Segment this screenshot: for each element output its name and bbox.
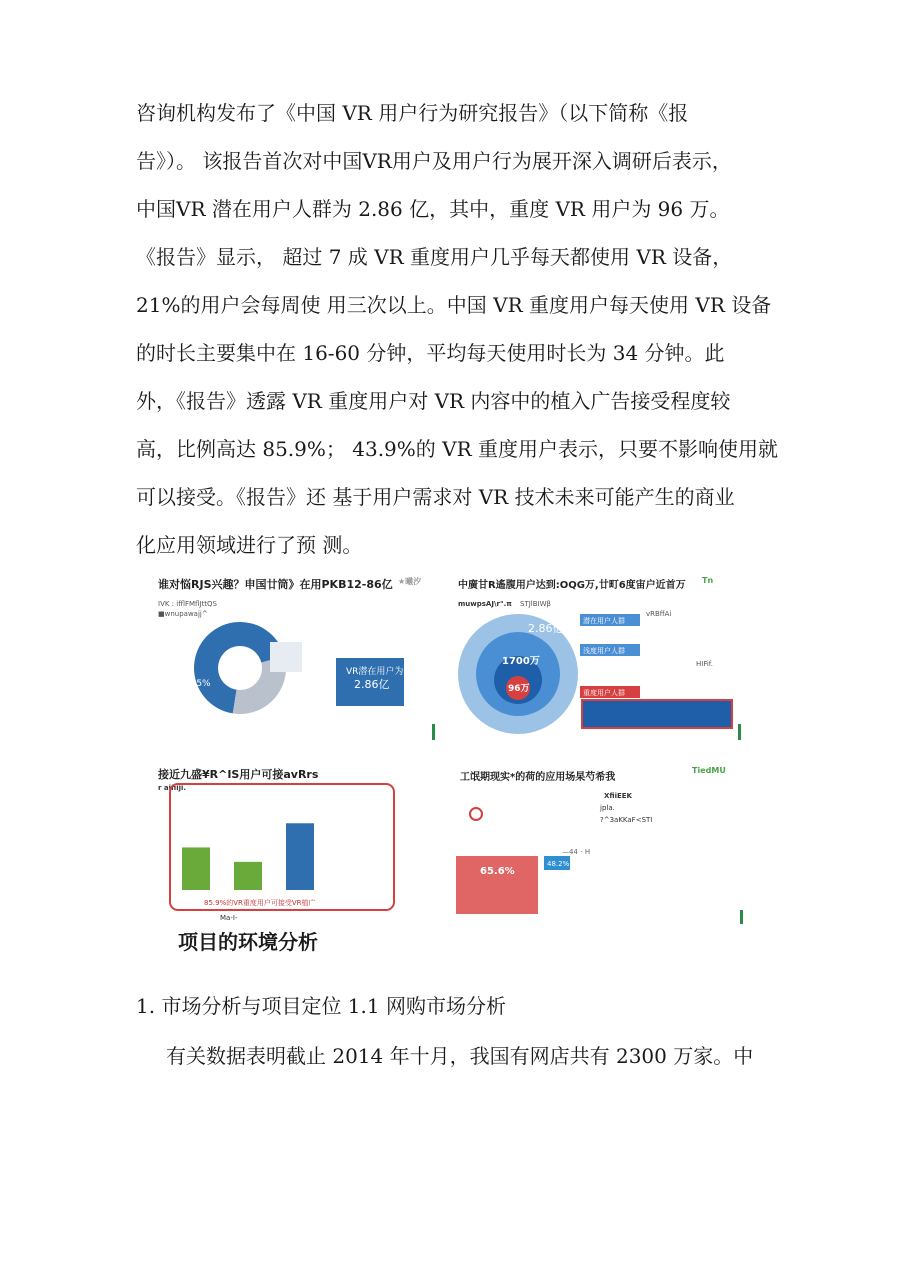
figure-panel-vr-interest [150,570,430,740]
text-line-3: ?^3aKKaF<STI [600,816,653,824]
paragraph-line: 《报告》显示， 超过 7 成 VR 重度用户几乎每天都使用 VR 设备， [136,245,733,269]
side-note-2: HIFif. [696,660,713,668]
text-line-4: —44 - H [562,848,591,856]
donut-label-small: 31.5% [230,659,259,669]
outer-label: 2.86亿 [528,622,564,635]
legend: Ma-I- [220,914,238,922]
panel-badge: ★曦汐 [398,577,422,586]
text-line-1: XfiiEEK [604,792,632,800]
paragraph-line: 21%的用户会每周使 用三次以上。中国 VR 重度用户每天使用 VR 设备 [136,293,772,317]
paragraph-line: 中国VR 潜在用户人群为 2.86 亿，其中，重度 VR 用户为 96 万。 [136,197,730,221]
panel-title: 工氓期现实*的荷的应用场杲芍希我 [460,772,616,783]
highlight-block [456,856,538,914]
panel-badge: Tn [702,576,714,585]
people-icon-group [270,642,302,672]
footnote: 85.9%的VR重度用户可接受VR植广 [204,899,316,907]
panel-subtext-2: STJlBIWβ [520,600,551,608]
figure-panel-application-scenes [452,762,744,926]
body-line: 有关数据表明截止 2014 年十月，我国有网店共有 2300 万家。中 [166,1044,754,1068]
big-percent: 65.6% [480,866,515,877]
paragraph-line: 的时长主要集中在 16-60 分钟，平均每天使用时长为 34 分钟。此 [136,341,725,365]
paragraph-line: 告》）。 该报告首次对中国VR用户及用户行为展开深入调研后表示， [136,149,732,173]
figure-edge-mark [740,910,743,924]
bar [234,862,262,890]
paragraph-line: 高，比例高达 85.9%； 43.9%的 VR 重度用户表示，只要不影响使用就 [136,437,779,461]
paragraph-line: 咨询机构发布了《中国 VR 用户行为研究报告》（以下简称《报 [136,101,689,125]
small-percent: 48.2% [547,860,570,868]
mid-label: 1700万 [502,656,540,667]
panel-title: 接近九盛¥R^IS用户可接avRrs [158,768,319,781]
donut-label-big: 68.5% [182,679,211,689]
panel-subtext: muwpsAJ\r".π [458,600,512,608]
panel-subtext: IVK : ifflFMflJttQS [158,600,217,608]
panel-badge: TiedMU [692,766,726,775]
side-note-1: vRBffAi [646,610,672,618]
figure-panel-user-scale [450,570,748,740]
figure-panel-ad-acceptance [150,760,432,922]
paragraph-line: 外，《报告》透露 VR 重度用户对 VR 内容中的植入广告接受程度较 [136,389,731,413]
highlight-frame [170,784,394,910]
donut-chart [150,570,430,740]
panel-subtext-2: ■wnupawajj^ [158,610,208,618]
figure-edge-mark [432,724,435,740]
box-value: 2.86亿 [354,678,390,691]
bar-chart [150,760,432,922]
paragraph-line: 化应用领域进行了预 测。 [136,533,363,557]
panel-title: 谁对悩RJS兴趣？申国廿筒》在用PKB12-86亿 [158,578,393,591]
figure-edge-mark [738,724,741,740]
bar [182,847,210,890]
concentric-circles-diagram [450,570,748,740]
bar [286,823,314,890]
heavy-definition-box [582,700,732,728]
box-label: VR潜在用户为 [346,667,404,677]
section-heading: 项目的环境分析 [178,930,318,954]
panel-subtext: r aifiiji. [158,784,187,792]
paragraph-line: 可以接受。《报告》还 基于用户需求对 VR 技术未来可能产生的商业 [136,485,735,509]
section-line: 1. 市场分析与项目定位 1.1 网购市场分析 [136,994,506,1018]
panel-title: 中廣甘R遙腹用户达到:OQG万,廿町6度宙户近首万 [458,580,686,591]
tag-casual-text: 浅度用户人群 [583,647,625,655]
marker-icon [470,808,482,820]
inner-label: 96万 [508,684,530,694]
text-line-2: jpla. [600,804,615,812]
scene-chart [452,762,744,926]
tag-heavy-text: 重度用户人群 [583,689,625,697]
tag-potential-text: 潜在用户人群 [583,617,625,625]
